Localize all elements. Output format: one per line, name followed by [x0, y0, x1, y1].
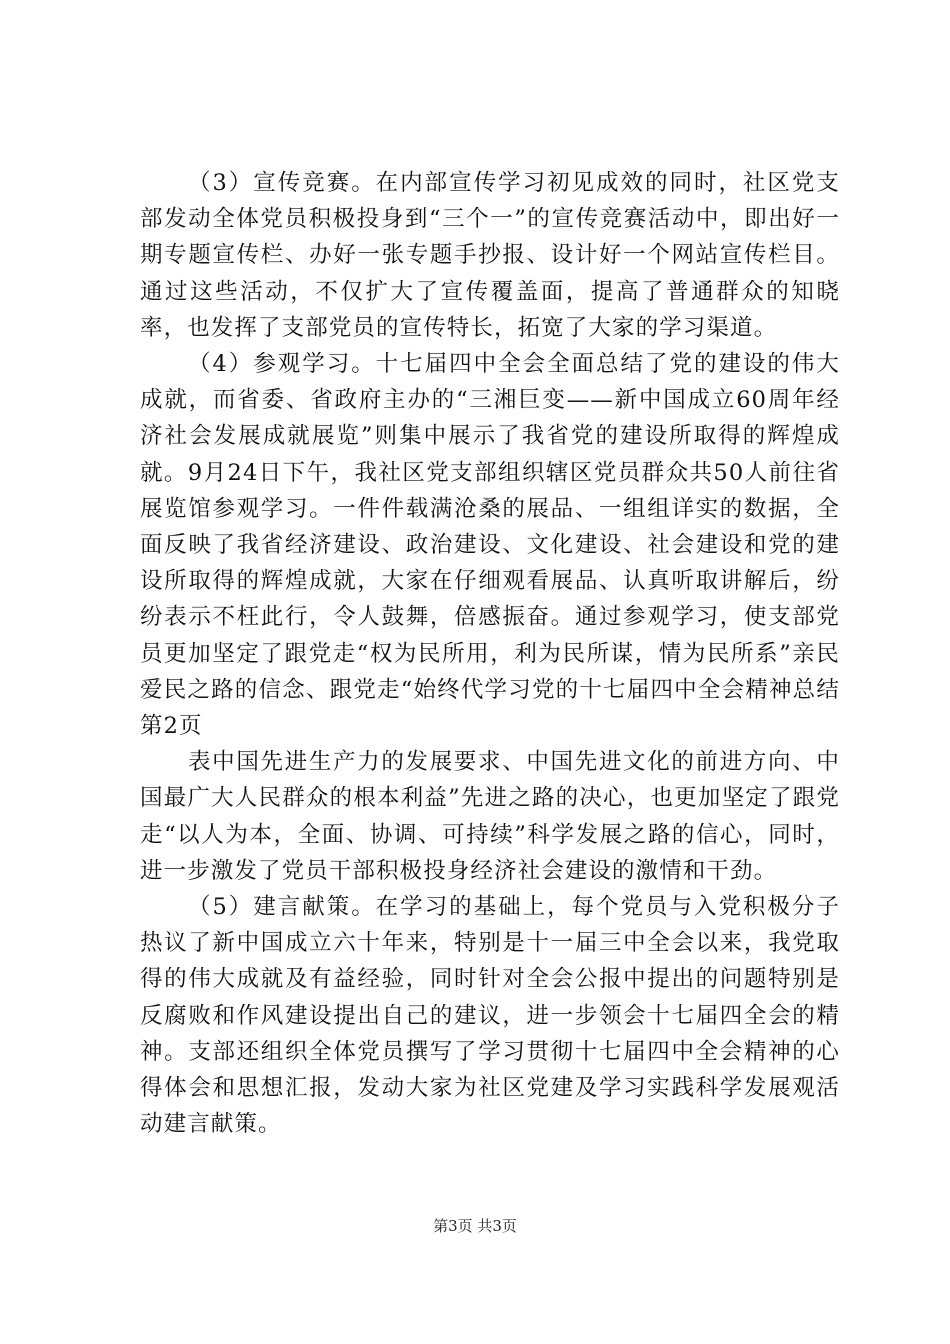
paragraph-continuation: 表中国先进生产力的发展要求、中国先进文化的前进方向、中国最广大人民群众的根本利益”先进之路的决心，也更加坚定了跟党走“以人为本，全面、协调、可持续”科学发展之路的信心，同时，进一步激发了党员干部积极投身经济社会建设的激情和干劲。	[140, 749, 840, 884]
paragraph-publicity-contest: （3）宣传竞赛。在内部宣传学习初见成效的同时，社区党支部发动全体党员积极投身到“三个一”的宣传竞赛活动中，即出好一期专题宣传栏、办好一张专题手抄报、设计好一个网站宣传栏目。通过这些活动，不仅扩大了宣传覆盖面，提高了普通群众的知晓率，也发挥了支部党员的宣传特长，拓宽了大家的学习渠道。	[140, 170, 840, 341]
paragraph-suggestions: （5）建言献策。在学习的基础上，每个党员与入党积极分子热议了新中国成立六十年来，特别是十一届三中全会以来，我党取得的伟大成就及有益经验，同时针对全会公报中提出的问题特别是反腐败和作风建设提出自己的建议，进一步领会十七届四全会的精神。支部还组织全体党员撰写了学习贯彻十七届四中全会精神的心得体会和思想汇报，发动大家为社区党建及学习实践科学发展观活动建言献策。	[140, 894, 840, 1138]
document-body	[140, 165, 840, 1142]
paragraph-visit-study: （4）参观学习。十七届四中全会全面总结了党的建设的伟大成就，而省委、省政府主办的“三湘巨变——新中国成立60周年经济社会发展成就展览”则集中展示了我省党的建设所取得的辉煌成就。9月24日下午，我社区党支部组织辖区党员群众共50人前往省展览馆参观学习。一件件载满沧桑的展品、一组组详实的数据，全面反映了我省经济建设、政治建设、文化建设、社会建设和党的建设所取得的辉煌成就，大家在仔细观看展品、认真听取讲解后，纷纷表示不枉此行，令人鼓舞，倍感振奋。通过参观学习，使支部党员更加坚定了跟党走“权为民所用，利为民所谋，情为民所系”亲民爱民之路的信念、跟党走“始终代学习党的十七届四中全会精神总结第2页	[140, 351, 840, 740]
page-number-footer: 第3页 共3页	[433, 1217, 517, 1235]
